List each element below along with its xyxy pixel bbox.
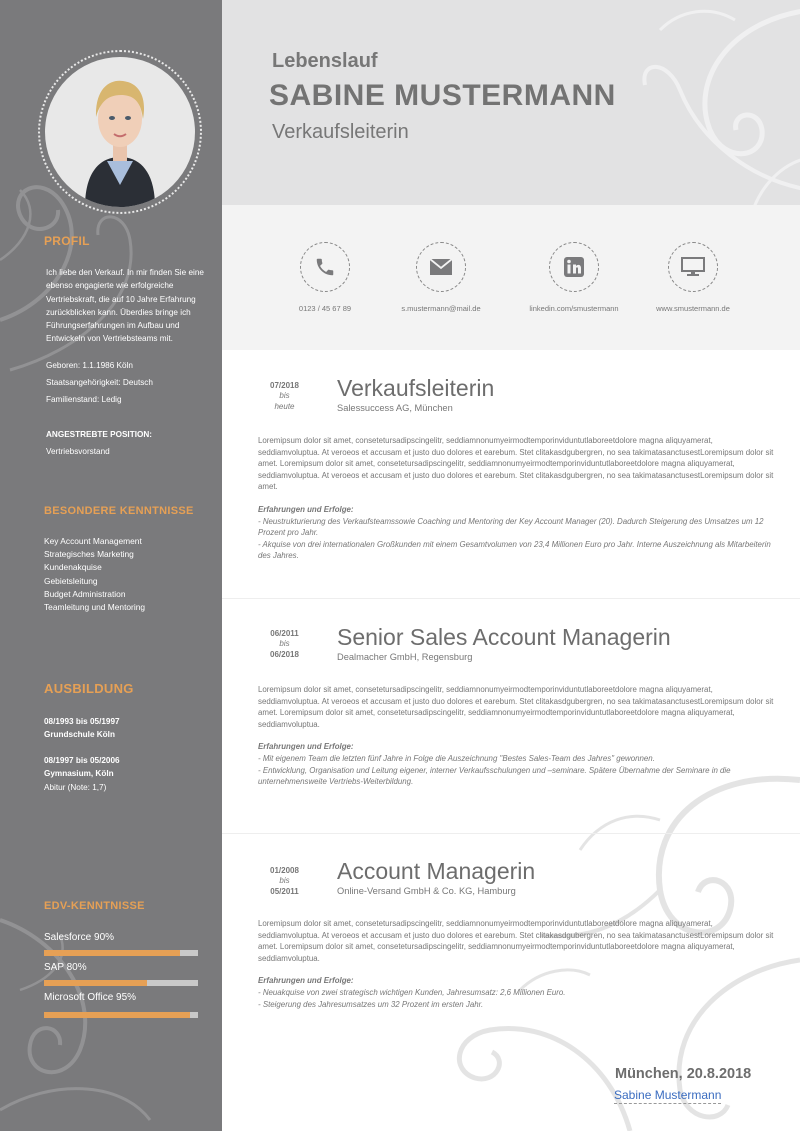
marital-info: Familienstand: Ledig	[46, 395, 122, 404]
sidebar	[0, 0, 222, 1131]
achievements-heading: Erfahrungen und Erfolge:	[258, 504, 354, 514]
list-item: Budget Administration	[44, 588, 126, 599]
list-item: Key Account Management	[44, 536, 142, 546]
experience-body	[258, 684, 776, 788]
edv-bar-fill	[44, 1012, 190, 1018]
experience-dates	[222, 629, 347, 660]
edv-heading: EDV-KENNTNISSE	[44, 900, 145, 912]
experience-title: Senior Sales Account Managerin	[337, 624, 671, 650]
citizenship-info: Staatsangehörigkeit: Deutsch	[46, 378, 153, 387]
skills-heading: BESONDERE KENNTNISSE	[44, 505, 194, 517]
signature-place-date: München, 20.8.2018	[615, 1066, 752, 1082]
achievement-item: - Mit eigenem Team die letzten fünf Jahre in Folge die Auszeichnung "Bestes Sales-Team des Jahres" gewonnen.	[258, 753, 655, 763]
list-item: Teamleitung und Mentoring	[44, 602, 146, 613]
education-dates: 08/1997 bis 05/2006	[44, 756, 120, 765]
phone-icon	[300, 242, 350, 292]
contact-band	[222, 205, 800, 350]
experience-date-to: heute	[274, 401, 295, 411]
contact-website-text: www.smustermann.de	[656, 304, 730, 313]
edv-bar-sap	[44, 980, 198, 986]
experience-date-from: 07/2018	[270, 381, 299, 390]
edv-bar-fill	[44, 980, 147, 986]
contact-website[interactable]	[633, 242, 753, 313]
achievements-heading: Erfahrungen und Erfolge:	[258, 742, 354, 752]
experience-dates	[222, 866, 347, 897]
list-item: Kundenakquise	[44, 562, 102, 573]
education-entry-2	[44, 754, 120, 794]
experience-company: Dealmacher GmbH, Regensburg	[337, 652, 473, 662]
experience-description: Loremipsum dolor sit amet, consetetursadipscingelitr, seddiamnonumyeirmodtemporinviduntutlaboreetdolore magna aliquyamerat, seddiamvoluptua. At veroeos et accusam et justo duo dolores et earebum. Stet clitakasdgubergren, no sea takimatasanctusestLoremipsum dolor sit amet. Loremipsum dolor sit amet, consetetursadipscingelitr, seddiamnonumyeirmodtemporinviduntutlaboreetdolore magna aliquyamerat, seddiamvoluptua.	[258, 919, 774, 963]
experience-company: Salessuccess AG, München	[337, 403, 453, 413]
list-item: Gebietsleitung	[44, 575, 98, 586]
achievement-item: - Neustrukturierung des Verkaufsteamssowie Coaching und Mentoring der Key Account Manager (20). Dadurch Steigerung des Umsatzes um 12 Prozent pro Jahr.	[258, 516, 764, 538]
contact-phone[interactable]	[265, 242, 385, 313]
experience-date-sep: bis	[279, 391, 290, 401]
experience-date-sep: bis	[279, 876, 290, 886]
edv-label-office: Microsoft Office 95%	[44, 992, 137, 1003]
profile-text: Ich liebe den Verkauf. In mir finden Sie eine ebenso engagierte wie erfolgreiche Vertriebskraft, die auf 10 Jahre Erfahrung zurückblicken kann. Überdies bringe ich Führungserfahrungen im Aufbau und Entwickeln von Vertriebsteams mit.	[46, 268, 204, 344]
profile-photo-frame	[38, 50, 202, 214]
experience-date-from: 06/2011	[270, 629, 299, 638]
contact-linkedin-text: linkedin.com/smustermann	[529, 304, 619, 313]
contact-linkedin[interactable]	[514, 242, 634, 313]
header	[222, 0, 800, 205]
birth-info: Geboren: 1.1.1986 Köln	[46, 361, 133, 370]
mail-icon	[416, 242, 466, 292]
ornament-swirl-icon	[0, 880, 222, 1131]
document-type: Lebenslauf	[272, 50, 378, 72]
education-heading: AUSBILDUNG	[44, 681, 134, 696]
education-entry-1	[44, 715, 120, 742]
experience-company: Online-Versand GmbH & Co. KG, Hamburg	[337, 886, 516, 896]
achievement-item: - Neuakquise von zwei strategisch wichtigen Kunden, Jahresumsatz: 2,6 Millionen Euro.	[258, 987, 566, 997]
experience-title: Account Managerin	[337, 858, 536, 884]
linkedin-icon	[549, 242, 599, 292]
experience-date-from: 01/2008	[270, 866, 299, 875]
contact-email-text: s.mustermann@mail.de	[401, 304, 481, 313]
contact-email[interactable]	[381, 242, 501, 313]
education-note: Abitur (Note: 1,7)	[44, 782, 107, 792]
desired-position-heading: ANGESTREBTE POSITION:	[46, 430, 152, 439]
signature-name: Sabine Mustermann	[614, 1088, 722, 1102]
edv-label-sap: SAP 80%	[44, 962, 87, 973]
person-name: SABINE MUSTERMANN	[269, 79, 616, 112]
experience-date-to: 05/2011	[270, 886, 299, 896]
monitor-icon	[668, 242, 718, 292]
education-dates: 08/1993 bis 05/1997	[44, 717, 120, 726]
experience-description: Loremipsum dolor sit amet, consetetursadipscingelitr, seddiamnonumyeirmodtemporinviduntutlaboreetdolore magna aliquyamerat, seddiamvoluptua. At veroeos et accusam et justo duo dolores et earebum. Stet clitakasdgubergren, no sea takimatasanctusestLoremipsum dolor sit amet. Loremipsum dolor sit amet, consetetursadipscingelitr, seddiamnonumyeirmodtemporinviduntutlaboreetdolore magna aliquyamerat, seddiamvoluptua. At veroeos et accusam et justo duo dolores et earebum. Stet clitakasdgubergren, no sea takimatasanctusestLoremipsum dolor sit amet.	[258, 436, 774, 492]
experience-title: Verkaufsleiterin	[337, 375, 495, 401]
person-role: Verkaufsleiterin	[272, 121, 409, 143]
desired-position-value: Vertriebsvorstand	[46, 447, 110, 456]
profile-photo	[45, 57, 195, 207]
experience-body	[258, 435, 776, 562]
profile-heading: PROFIL	[44, 234, 90, 248]
achievement-item: - Entwicklung, Organisation und Leitung eigener, interner Verkaufsschulungen und –seminare. Spätere Übernahme der Seminare in die unternehmensweite Vertriebs-Weiterbildung.	[258, 765, 731, 787]
edv-bar-salesforce	[44, 950, 198, 956]
divider	[222, 833, 800, 834]
achievement-item: - Akquise von drei internationalen Großkunden mit einem Gesamtvolumen von 23,4 Millionen Euro pro Jahr. Interne Auszeichnung als Mitarbeiterin des Jahres.	[258, 539, 771, 561]
experience-description: Loremipsum dolor sit amet, consetetursadipscingelitr, seddiamnonumyeirmodtemporinviduntutlaboreetdolore magna aliquyamerat, seddiamvoluptua. At veroeos et accusam et justo duo dolores et earebum. Stet clitakasdgubergren, no sea takimatasanctusestLoremipsum dolor sit amet. Loremipsum dolor sit amet, consetetursadipscingelitr, seddiamnonumyeirmodtemporinviduntutlaboreetdolore magna aliquyamerat, seddiamvoluptua.	[258, 685, 774, 729]
divider	[222, 598, 800, 599]
achievement-item: - Steigerung des Jahresumsatzes um 32 Prozent im ersten Jahr.	[258, 999, 484, 1009]
skills-list	[44, 535, 145, 614]
edv-bar-fill	[44, 950, 180, 956]
education-school: Gymnasium, Köln	[44, 769, 114, 779]
list-item: Strategisches Marketing	[44, 549, 134, 560]
experience-dates	[222, 381, 347, 412]
experience-body	[258, 918, 776, 1010]
experience-date-to: 06/2018	[270, 649, 299, 659]
edv-bar-office	[44, 1012, 198, 1018]
education-school: Grundschule Köln	[44, 730, 115, 740]
contact-phone-text: 0123 / 45 67 89	[298, 304, 352, 313]
experience-date-sep: bis	[279, 639, 290, 649]
achievements-heading: Erfahrungen und Erfolge:	[258, 976, 354, 986]
edv-label-salesforce: Salesforce 90%	[44, 932, 115, 943]
